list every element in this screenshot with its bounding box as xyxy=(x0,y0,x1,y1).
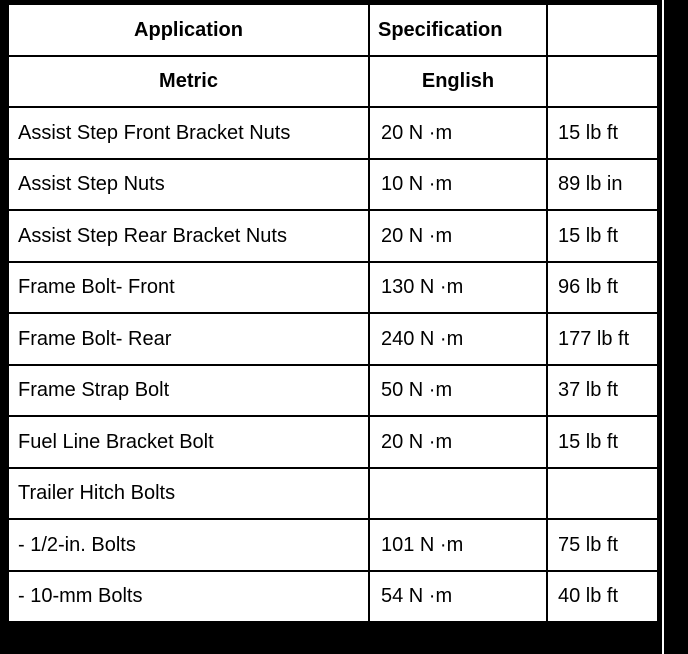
torque-spec-table xyxy=(7,3,659,623)
english-cell: 40 lb ft xyxy=(547,571,658,623)
application-cell: - 10-mm Bolts xyxy=(8,571,369,623)
metric-cell: 20 N ·m xyxy=(369,107,547,159)
table-row xyxy=(8,159,658,211)
application-cell: Frame Strap Bolt xyxy=(8,365,369,417)
metric-cell: 54 N ·m xyxy=(369,571,547,623)
header-specification: Specification xyxy=(369,4,547,56)
metric-cell: 50 N ·m xyxy=(369,365,547,417)
metric-cell: 130 N ·m xyxy=(369,262,547,314)
english-cell: 15 lb ft xyxy=(547,107,658,159)
english-cell: 15 lb ft xyxy=(547,416,658,468)
header-row-1 xyxy=(8,4,658,56)
application-cell: Frame Bolt- Rear xyxy=(8,313,369,365)
metric-cell: 101 N ·m xyxy=(369,519,547,571)
metric-cell: 20 N ·m xyxy=(369,210,547,262)
table-row xyxy=(8,416,658,468)
header-english: English xyxy=(369,56,547,108)
application-cell: Assist Step Nuts xyxy=(8,159,369,211)
english-cell: 37 lb ft xyxy=(547,365,658,417)
table-row xyxy=(8,468,658,520)
header-empty-cell xyxy=(547,4,658,56)
table-row xyxy=(8,107,658,159)
metric-cell xyxy=(369,468,547,520)
english-cell: 96 lb ft xyxy=(547,262,658,314)
header-application: Application xyxy=(8,4,369,56)
metric-cell: 240 N ·m xyxy=(369,313,547,365)
application-cell: Assist Step Rear Bracket Nuts xyxy=(8,210,369,262)
header-row-2 xyxy=(8,56,658,108)
metric-cell: 10 N ·m xyxy=(369,159,547,211)
metric-cell: 20 N ·m xyxy=(369,416,547,468)
table-row xyxy=(8,365,658,417)
table-row xyxy=(8,313,658,365)
table-row xyxy=(8,210,658,262)
english-cell: 15 lb ft xyxy=(547,210,658,262)
english-cell: 75 lb ft xyxy=(547,519,658,571)
right-edge-bar xyxy=(664,0,688,654)
english-cell: 177 lb ft xyxy=(547,313,658,365)
table-row xyxy=(8,262,658,314)
english-cell xyxy=(547,468,658,520)
application-cell: Frame Bolt- Front xyxy=(8,262,369,314)
table-row xyxy=(8,519,658,571)
english-cell: 89 lb in xyxy=(547,159,658,211)
application-cell: Assist Step Front Bracket Nuts xyxy=(8,107,369,159)
application-cell: Trailer Hitch Bolts xyxy=(8,468,369,520)
application-cell: - 1/2-in. Bolts xyxy=(8,519,369,571)
header-metric: Metric xyxy=(8,56,369,108)
header-empty-cell xyxy=(547,56,658,108)
table-row xyxy=(8,571,658,623)
application-cell: Fuel Line Bracket Bolt xyxy=(8,416,369,468)
